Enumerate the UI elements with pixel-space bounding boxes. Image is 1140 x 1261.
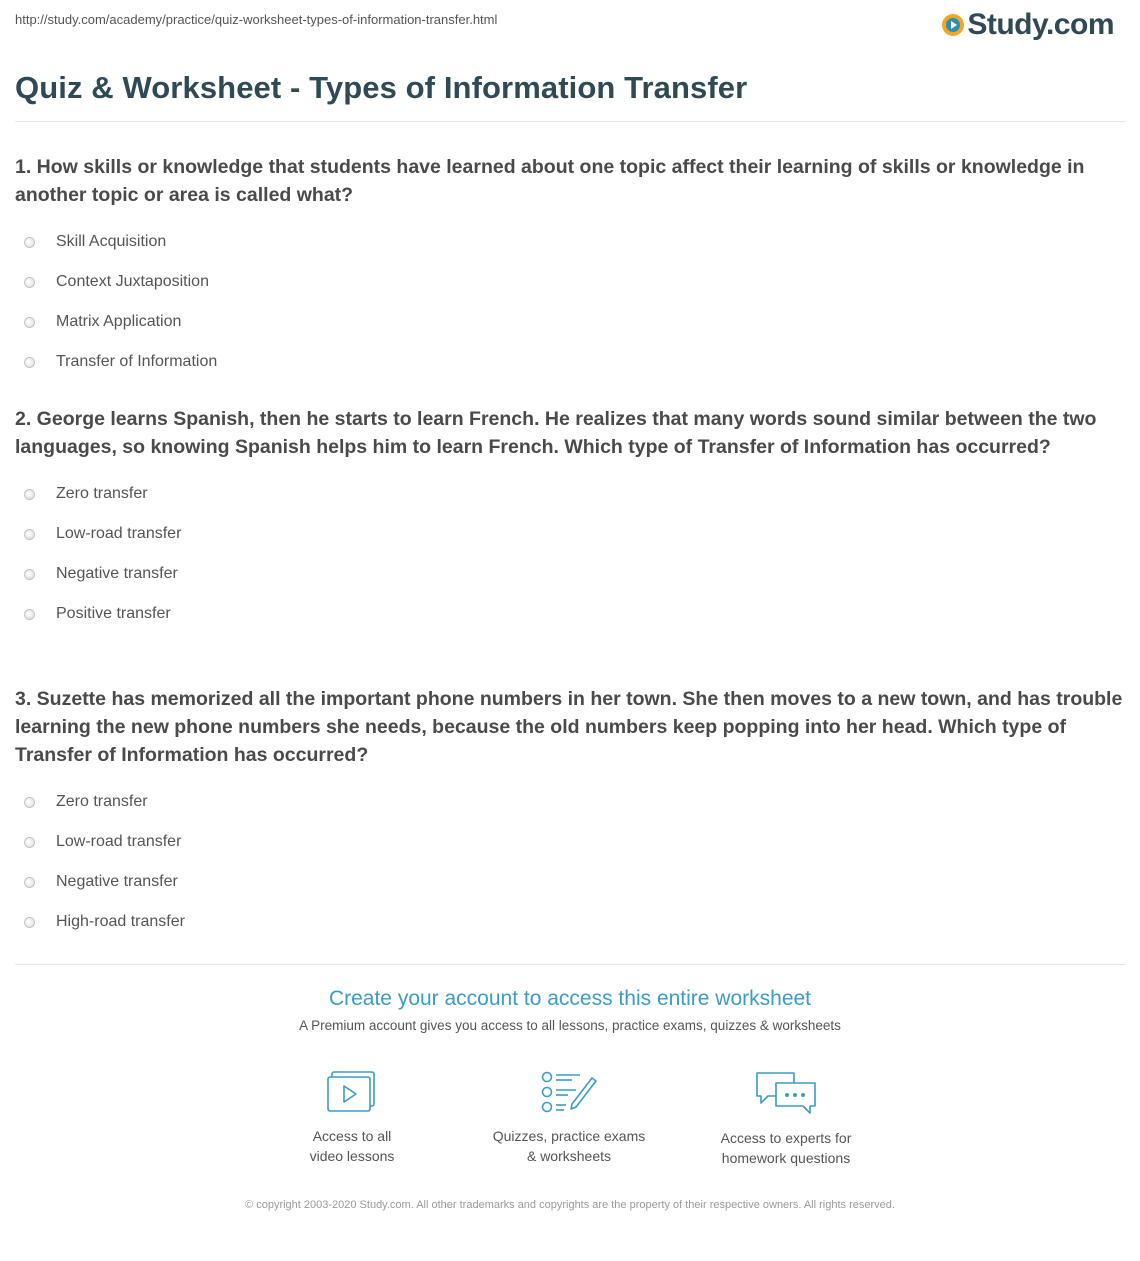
radio-button[interactable] [24, 609, 35, 620]
copyright-notice: © copyright 2003-2020 Study.com. All other trademarks and copyrights are the property of their respective owners. All rights reserved. [245, 1199, 895, 1211]
play-logo-icon [942, 14, 964, 36]
radio-button[interactable] [24, 797, 35, 808]
question-2 [15, 405, 1130, 634]
option-label: Negative transfer [56, 565, 178, 582]
answer-options [15, 782, 1130, 942]
feature-label-line: Access to all [312, 1128, 392, 1144]
answer-option[interactable] [15, 554, 1130, 594]
radio-button[interactable] [24, 489, 35, 500]
answer-option[interactable] [15, 514, 1130, 554]
top-bar [0, 0, 1140, 60]
answer-option[interactable] [15, 342, 1130, 382]
answer-options [15, 222, 1130, 382]
feature-label-line: Quizzes, practice exams [492, 1128, 646, 1144]
answer-option[interactable] [15, 474, 1130, 514]
radio-button[interactable] [24, 569, 35, 580]
option-label: Negative transfer [56, 873, 178, 890]
answer-option[interactable] [15, 822, 1130, 862]
title-divider [15, 121, 1125, 122]
page-url: http://study.com/academy/practice/quiz-worksheet-types-of-information-transfer.html [15, 12, 498, 27]
radio-button[interactable] [24, 837, 35, 848]
answer-option[interactable] [15, 782, 1130, 822]
option-label: High-road transfer [56, 913, 185, 930]
quiz-checklist-icon [540, 1070, 598, 1114]
question-3 [15, 685, 1130, 942]
option-label: Low-road transfer [56, 525, 182, 542]
feature-label-line: homework questions [721, 1150, 851, 1166]
cta-subtitle: A Premium account gives you access to all lessons, practice exams, quizzes & worksheets [299, 1018, 841, 1033]
radio-button[interactable] [24, 529, 35, 540]
answer-option[interactable] [15, 222, 1130, 262]
logo-text: Study.com [967, 8, 1114, 41]
answer-option[interactable] [15, 862, 1130, 902]
chat-bubbles-icon [754, 1070, 818, 1116]
question-text: 3. Suzette has memorized all the important phone numbers in her town. She then moves to a new town, and has trouble learning the new phone numbers she needs, because the old numbers keep popping into her head. Which type of Transfer of Information has occurred? [15, 688, 1123, 766]
video-lesson-icon [326, 1070, 378, 1114]
answer-options [15, 474, 1130, 634]
study-com-logo[interactable] [942, 8, 1114, 42]
radio-button[interactable] [24, 277, 35, 288]
question-text: 1. How skills or knowledge that students have learned about one topic affect their learning of skills or knowledge in another topic or area is called what? [15, 156, 1085, 206]
create-account-link[interactable]: Create your account to access this entire worksheet [328, 987, 812, 1010]
feature-quizzes [479, 1070, 659, 1166]
radio-button[interactable] [24, 877, 35, 888]
option-label: Matrix Application [56, 313, 182, 330]
option-label: Context Juxtaposition [56, 273, 209, 290]
feature-video-lessons [262, 1070, 442, 1166]
answer-option[interactable] [15, 302, 1130, 342]
radio-button[interactable] [24, 237, 35, 248]
option-label: Low-road transfer [56, 833, 182, 850]
radio-button[interactable] [24, 917, 35, 928]
option-label: Skill Acquisition [56, 233, 167, 250]
radio-button[interactable] [24, 317, 35, 328]
feature-label-line: video lessons [309, 1148, 395, 1164]
feature-experts [696, 1070, 876, 1168]
answer-option[interactable] [15, 262, 1130, 302]
option-label: Zero transfer [56, 485, 148, 502]
option-label: Positive transfer [56, 605, 171, 622]
answer-option[interactable] [15, 594, 1130, 634]
question-text: 2. George learns Spanish, then he starts to learn French. He realizes that many words sound similar between the two languages, so knowing Spanish helps him to learn French. Which type of Transfer of Information has occurred? [15, 408, 1097, 458]
feature-label-line: Access to experts for [720, 1130, 852, 1146]
option-label: Transfer of Information [56, 353, 218, 370]
answer-option[interactable] [15, 902, 1130, 942]
cta-divider [15, 964, 1125, 965]
radio-button[interactable] [24, 357, 35, 368]
feature-label-line: & worksheets [526, 1148, 612, 1164]
question-1 [15, 153, 1130, 382]
page-title: Quiz & Worksheet - Types of Information Transfer [15, 70, 748, 105]
option-label: Zero transfer [56, 793, 148, 810]
